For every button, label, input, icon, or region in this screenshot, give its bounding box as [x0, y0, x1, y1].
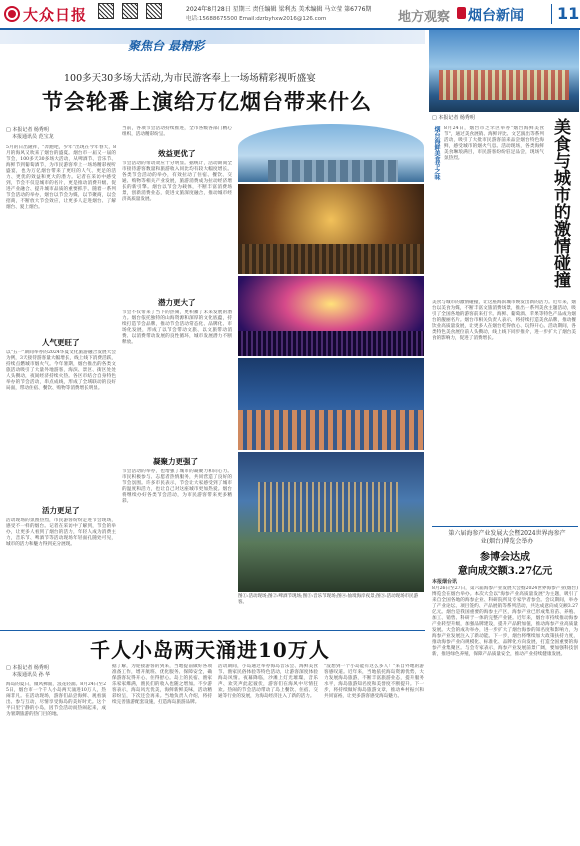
article-text: 活动现场的氛围热烈，市民游客纷纷走进节会现场，感受不一样的烟台。记者在采访中了解到，节会的举办，让更多人看到了烟台的活力，年轻人成为消费主力，音乐节、啤酒节等活动现场年轻面孔随处可见，城市的活力和魅力得到充分展现。: [6, 518, 116, 547]
article-text: 海岛的夏日，微风拂面，浪花轻涌。8月24日至25日，烟台市一个千人小岛两天涌进10万人，热闹非凡。在活动现场，游客们品尝海鲜、观看演出、参与互动，尽情享受海岛的美好时光。这个平日里宁静的小岛，因节会活动而热闹起来，成为暑期旅游的热门目的地。: [6, 682, 106, 717]
issue-date-line: 2024年8月28日 星期三 责任编辑 梁利杰 美术编辑 马立莹 第6776期: [186, 6, 372, 13]
section-name: 烟台新闻: [468, 8, 524, 24]
photo-seafood-event: [429, 30, 579, 112]
logo-text: 大众日报: [23, 5, 88, 24]
byline: □ 本报记者 杨秀明: [6, 665, 49, 671]
article-text: 节会不仅带来了当下的热闹，更积蓄了未来发展的潜力。烟台依托独特的山海资源和深厚的文化底蕴，持续打造节会品牌，推动节会活动常态化、品牌化、市场化发展，形成了以节会带动文旅、以文旅带动消费、以消费带动发展的良性循环，城市发展潜力不断释放。: [122, 310, 232, 345]
divider: [551, 4, 552, 24]
article-text: 节会活动的带动效应十分明显。据统计，活动期间全市接待游客数量和旅游收入同比均有较大幅度增长。各类节会活动的举办，有效拉动了住宿、餐饮、交通、购物等相关产业发展，旅游消费成为拉动经济增长的新引擎。烟台以节会为载体，不断丰富消费场景，创新消费业态，促进文旅深度融合，推动城市经济高质量发展。: [122, 161, 232, 202]
article-text: "没想到一个小岛能有这么多人！"来自外地的游客感叹道。近年来，当地依托海岛资源优势，大力发展海岛旅游，不断丰富旅游业态，提升服务水平，海岛旅游知名度和美誉度不断提升。下一步，将持续做好海岛旅游文章，推动乡村振兴和共同富裕，让更多游客感受海岛魅力。: [324, 664, 424, 699]
divider: [0, 630, 425, 631]
section-emblem-icon: [457, 7, 466, 19]
subheadline: 100多天30多场大活动,为市民游客奉上一场场精彩视听盛宴: [64, 73, 316, 84]
divider: [432, 526, 578, 527]
qr-code-icon: [122, 3, 138, 19]
page-number: 11: [557, 4, 580, 23]
right-box-title: 第六届海参产业发展大会暨2024世界海参产业(烟台)博览会举办: [448, 530, 566, 545]
section-title: 凝聚力更强了: [153, 457, 198, 466]
logo-icon: [4, 6, 20, 22]
photo-coastal-night-view: [238, 452, 424, 592]
bottom-headline: 千人小岛两天涌进10万人: [90, 638, 330, 662]
article-text: 5月的日出隆祥，"奔跑吧，少年"出现在今年春天，8月的海风又吹来了烟台的盛夏。烟台市一届又一届的节会，100多天30多场大活动，从啤酒节、音乐节、海鲜节到葡萄酒节，为市民游客奉上一场场精彩视听盛宴，也为万亿烟台带来了更旺的人气、更足的活力、更优的效益和更大的潜力。记者在采访中感受到，节会不仅是城市的名片，更是推动消费升级、促进产业融合、提升城市品质的重要抓手。随着一系列节会活动的举办，烟台以节会为媒，以节聚商，以会招商，不断放大节会效应，让更多人走进烟台、了解烟台、爱上烟台。: [6, 145, 116, 210]
section-title: 效益更优了: [158, 149, 196, 158]
byline: 本报烟台讯: [432, 579, 458, 585]
article-text: 据了解，为迎接游客的到来，当地提前做好各项准备工作，增开航班、优化服务、保障安全，确保游客玩得开心、住得舒心。岛上的民宿、渔家乐家家爆满，渔民们的收入也随之增加。不少游客表示，海岛风光优美，海鲜新鲜美味，活动精彩纷呈，下次还会再来。当地负责人介绍，将持续完善旅游配套设施，打造海岛旅游品牌。: [112, 664, 212, 705]
photo-music-festival: [238, 276, 424, 356]
article-text: 8月24日，烟台市芝罘区举办"烟台海鲜美食节"，通过美食展销、海鲜评比、文艺演出等系列活动，吸引了大批市民游客前来品尝烟台特色海鲜，感受城市的烟火气息。活动现场，各类海鲜美食琳琅满目，市民游客纷纷驻足品尝，现场气氛热烈。: [444, 126, 544, 161]
qr-code-icon: [98, 3, 114, 19]
photo-caption: 图①:活动现场;图②:啤酒节现场;图③:音乐节现场;图④:仙境海岸夜景;图⑤:活动现场市民游客。: [238, 594, 419, 605]
kicker: 聚焦台 最精彩: [128, 39, 205, 53]
right-headline: 美食与城市的激情碰撞: [550, 118, 570, 288]
right-kicker: 烟台海鲜美食节之味: [433, 126, 440, 180]
article-text: 美食与城市的激情碰撞，让这座海滨城市焕发出新的活力。近年来，烟台以美食为媒，不断丰富文旅消费场景，推出一系列美食主题活动，吸引了全国各地的游客前来打卡。海鲜、葡萄酒、苹果等特色产品成为烟台的靓丽名片。烟台市相关负责人表示，将持续打造美食品牌，推动餐饮业高质量发展，让更多人在烟台吃得放心、玩得开心。活动期间，各类特色美食展位前人头攒动，线上线下同步推介，进一步扩大了烟台美食的影响力，促进了消费增长。: [432, 300, 576, 341]
article-text: 以"五一"期间举办的2024华夏文化旅游融合发展大会为例，3天接待游客量大幅增长，线上线下消费活跃，持续点燃城市烟火气。今年暑期，烟台推出的各类文旅活动吸引了大量外地游客，海滨、景区、街区处处人头攒动，夜间经济持续火热。各区市结合自身特色举办的节会活动，串点成线，形成了全域联动的良好局面，带动住宿、餐饮、购物等消费增长明显。: [6, 350, 116, 391]
photo-seafood-festival: [238, 358, 424, 450]
qr-code-icon: [146, 3, 162, 19]
byline: □ 本报记者 杨秀明: [6, 127, 49, 133]
article-text: 8月26日至27日，第六届海参产业发展大会暨2024世界海参产业(烟台)博览会在烟台举办。本次大会以"海参产业高质量发展"为主题，吸引了来自全国各地的海参企业、科研院所及专家学者参会。会议期间，举办了产业论坛、项目签约、产品展销等系列活动，共达成意向成交额3.27亿元。烟台是我国重要的海参主产区，海参产业已形成集育苗、养殖、加工、销售、科研于一体的完整产业链。近年来，烟台市持续推动海参产业转型升级，加强品牌建设，提升产品附加值，推动海参产业高质量发展。大会的成功举办，进一步扩大了烟台海参的知名度和影响力，为海参产业发展注入了新动能。下一步，烟台将继续加大政策扶持力度，推动海参产业向规模化、标准化、品牌化方向发展，打造全国重要的海参产业集聚区。与会专家表示，海参产业发展前景广阔，要加强科技创新，推进绿色养殖，保障产品质量安全，推动产业持续健康发展。: [432, 586, 578, 657]
masthead: [0, 0, 580, 30]
right-headline-2b: 意向成交额3.27亿元: [457, 566, 553, 577]
kicker-banner: [0, 30, 425, 44]
article-text: 活动期间，小岛通过举办海岛音乐会、海鲜美食节、渔家民俗体验等特色活动，让游客深度体验海岛风情。夜幕降临，沙滩上灯光璀璨，音乐声、欢笑声此起彼伏，游客们在海风中尽情狂欢。热闹的节会活动带动了岛上餐饮、住宿、交通等行业的发展，为海岛经济注入了新的活力。: [218, 664, 318, 699]
contact-line: 电话:15688675500 Email:dzrbyhxw2016@126.com: [186, 16, 327, 22]
photo-city-skyline: [238, 124, 424, 182]
section-title: 人气更旺了: [42, 338, 80, 347]
newspaper-logo: [4, 4, 87, 24]
article-text: 节会活动的举办，也增强了城市的凝聚力和向心力。市民积极参与、志愿者热情服务，共同营造了良好的节会氛围。许多市民表示，节会让大家感受到了城市的温度和活力，也让自己对这座城市更加热爱。烟台将继续办好各类节会活动，为市民游客带来更多精彩。: [122, 469, 232, 504]
byline: □ 本报记者 杨秀明: [432, 115, 475, 121]
article-text: 当前，各项节会活动持续推进，全市各级各部门精心组织，活动精彩纷呈。: [122, 126, 232, 137]
right-headline-2: 参博会达成: [480, 552, 530, 563]
section-title: 活力更足了: [42, 506, 80, 515]
section-title: 潜力更大了: [158, 298, 196, 307]
main-headline: 节会轮番上演给万亿烟台带来什么: [42, 89, 372, 114]
byline: 本报通讯员 范宝龙: [12, 134, 54, 140]
byline: 本报通讯员 孙 华: [12, 672, 51, 678]
photo-beer-festival: [238, 184, 424, 274]
section-label: 地方观察: [398, 10, 451, 25]
